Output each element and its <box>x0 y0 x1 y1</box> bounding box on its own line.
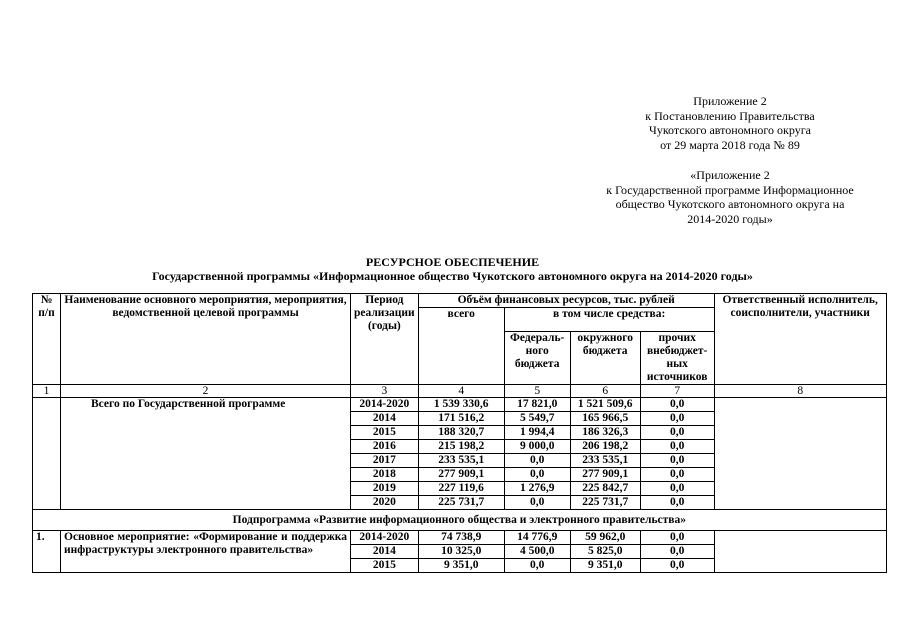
federal-cell: 17 821,0 <box>504 398 570 412</box>
total-cell: 277 909,1 <box>418 468 504 482</box>
other-cell: 0,0 <box>640 398 714 412</box>
header-district: окружного бюджета <box>570 332 640 385</box>
district-cell: 233 535,1 <box>570 454 640 468</box>
period-cell: 2014-2020 <box>351 531 419 545</box>
total-cell: 215 198,2 <box>418 440 504 454</box>
federal-cell: 0,0 <box>504 496 570 510</box>
column-number: 2 <box>61 385 351 398</box>
federal-cell: 1 276,9 <box>504 482 570 496</box>
other-cell: 0,0 <box>640 559 714 573</box>
total-cell: 9 351,0 <box>418 559 504 573</box>
subprogram-row <box>33 510 887 531</box>
period-cell: 2019 <box>351 482 419 496</box>
header-name: Наименование основного мероприятия, мероприятия, ведомственной целевой программы <box>61 294 351 385</box>
period-cell: 2020 <box>351 496 419 510</box>
column-number: 5 <box>504 385 570 398</box>
column-number-row <box>33 385 887 398</box>
other-cell: 0,0 <box>640 454 714 468</box>
federal-cell: 1 994,4 <box>504 426 570 440</box>
column-number: 8 <box>714 385 886 398</box>
period-cell: 2017 <box>351 454 419 468</box>
responsible-cell <box>714 531 886 573</box>
total-program-label: Всего по Государственной программе <box>61 398 351 510</box>
appendix-program-line: общество Чукотского автономного округа на <box>615 197 845 211</box>
period-cell: 2016 <box>351 440 419 454</box>
header-federal: Федераль-ного бюджета <box>504 332 570 385</box>
column-number: 3 <box>351 385 419 398</box>
column-number: 1 <box>33 385 61 398</box>
header-total: всего <box>418 308 504 385</box>
total-cell: 10 325,0 <box>418 545 504 559</box>
document-heading <box>60 255 845 283</box>
appendix-program-block <box>580 168 880 226</box>
period-cell: 2014 <box>351 412 419 426</box>
district-cell: 165 966,5 <box>570 412 640 426</box>
district-cell: 1 521 509,6 <box>570 398 640 412</box>
table-row <box>33 398 887 412</box>
district-cell: 9 351,0 <box>570 559 640 573</box>
document-subtitle: Государственной программы «Информационное общество Чукотского автономного округа на 2014-2020 годы» <box>152 269 753 283</box>
header-volume: Объём финансовых ресурсов, тыс. рублей <box>418 294 714 308</box>
other-cell: 0,0 <box>640 468 714 482</box>
federal-cell: 0,0 <box>504 454 570 468</box>
period-cell: 2018 <box>351 468 419 482</box>
header-num: № п/п <box>33 294 61 385</box>
total-num-cell <box>33 398 61 510</box>
other-cell: 0,0 <box>640 531 714 545</box>
district-cell: 5 825,0 <box>570 545 640 559</box>
federal-cell: 5 549,7 <box>504 412 570 426</box>
total-cell: 233 535,1 <box>418 454 504 468</box>
responsible-cell <box>714 398 886 510</box>
district-cell: 186 326,3 <box>570 426 640 440</box>
district-cell: 225 731,7 <box>570 496 640 510</box>
column-number: 4 <box>418 385 504 398</box>
district-cell: 277 909,1 <box>570 468 640 482</box>
district-cell: 59 962,0 <box>570 531 640 545</box>
period-cell: 2014-2020 <box>351 398 419 412</box>
appendix-program-line: «Приложение 2 <box>690 168 770 182</box>
federal-cell: 14 776,9 <box>504 531 570 545</box>
header-responsible: Ответственный исполнитель, соисполнители, участники <box>714 294 886 385</box>
appendix-decree-line: к Постановлению Правительства <box>645 108 815 123</box>
other-cell: 0,0 <box>640 426 714 440</box>
district-cell: 225 842,7 <box>570 482 640 496</box>
resource-table <box>32 293 887 573</box>
other-cell: 0,0 <box>640 440 714 454</box>
federal-cell: 0,0 <box>504 559 570 573</box>
other-cell: 0,0 <box>640 496 714 510</box>
total-cell: 225 731,7 <box>418 496 504 510</box>
other-cell: 0,0 <box>640 482 714 496</box>
document-title: РЕСУРСНОЕ ОБЕСПЕЧЕНИЕ <box>365 255 540 269</box>
column-number: 6 <box>570 385 640 398</box>
header-period: Период реализации (годы) <box>351 294 419 385</box>
other-cell: 0,0 <box>640 412 714 426</box>
total-cell: 1 539 330,6 <box>418 398 504 412</box>
total-cell: 188 320,7 <box>418 426 504 440</box>
appendix-decree-line: от 29 марта 2018 года № 89 <box>660 137 800 152</box>
appendix-decree-line: Приложение 2 <box>693 94 767 108</box>
appendix-program-line: к Государственной программе Информационное <box>606 182 854 197</box>
total-cell: 74 738,9 <box>418 531 504 545</box>
column-number: 7 <box>640 385 714 398</box>
federal-cell: 9 000,0 <box>504 440 570 454</box>
subprogram-title: Подпрограмма «Развитие информационного общества и электронного правительства» <box>33 510 887 531</box>
other-cell: 0,0 <box>640 545 714 559</box>
item-num: 1. <box>33 531 61 573</box>
period-cell: 2015 <box>351 559 419 573</box>
table-row <box>33 531 887 545</box>
district-cell: 206 198,2 <box>570 440 640 454</box>
federal-cell: 4 500,0 <box>504 545 570 559</box>
total-cell: 171 516,2 <box>418 412 504 426</box>
appendix-decree-block <box>620 94 840 152</box>
appendix-program-line: 2014-2020 годы» <box>687 211 773 226</box>
header-including: в том числе средства: <box>504 308 714 332</box>
federal-cell: 0,0 <box>504 468 570 482</box>
item-label: Основное мероприятие: «Формирование и поддержка инфраструктуры электронного правительства» <box>61 531 351 573</box>
appendix-decree-line: Чукотского автономного округа <box>649 123 811 137</box>
total-cell: 227 119,6 <box>418 482 504 496</box>
period-cell: 2015 <box>351 426 419 440</box>
header-other: прочих внебюджет-ных источников <box>640 332 714 385</box>
period-cell: 2014 <box>351 545 419 559</box>
